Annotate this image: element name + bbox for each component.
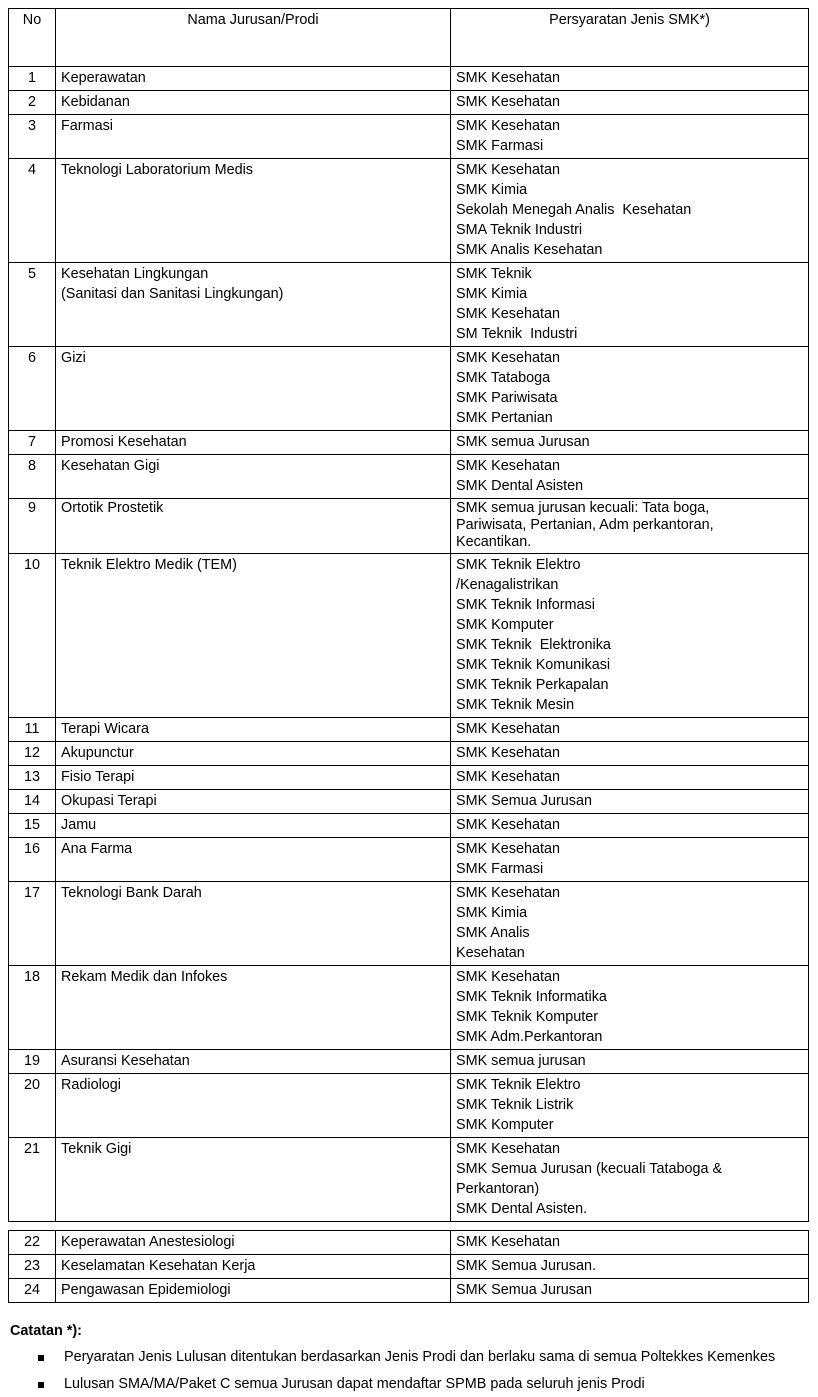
cell-line: Ortotik Prostetik: [61, 500, 164, 516]
cell-line: Terapi Wicara: [61, 721, 149, 737]
cell-line: Akupunctur: [61, 745, 134, 761]
cell-nama-jurusan: [56, 91, 451, 115]
cell-persyaratan: [451, 91, 809, 115]
cell-line: Pengawasan Epidemiologi: [61, 1282, 231, 1298]
table-row: [9, 91, 809, 115]
cell-line: Keperawatan: [61, 70, 146, 86]
cell-persyaratan: [451, 1255, 809, 1279]
cell-line: Keperawatan Anestesiologi: [61, 1234, 235, 1250]
cell-nama-jurusan: [56, 790, 451, 814]
cell-no: 22: [9, 1231, 56, 1255]
cell-line: SMK Pariwisata: [456, 390, 558, 406]
prodi-requirements-table-continued: [8, 1230, 809, 1303]
cell-line: Kecantikan.: [456, 534, 532, 550]
cell-no: 5: [9, 263, 56, 347]
cell-persyaratan: [451, 766, 809, 790]
cell-line: Asuransi Kesehatan: [61, 1053, 190, 1069]
table-row: [9, 499, 809, 554]
table-section-gap: [8, 1222, 808, 1230]
cell-line: Pariwisata, Pertanian, Adm perkantoran,: [456, 517, 714, 533]
cell-persyaratan: [451, 455, 809, 499]
cell-line: SMK Kesehatan: [456, 94, 560, 110]
cell-line: Rekam Medik dan Infokes: [61, 969, 228, 985]
table-row: [9, 882, 809, 966]
cell-no: 12: [9, 742, 56, 766]
table-row: [9, 790, 809, 814]
cell-line: SMK Kesehatan: [456, 721, 560, 737]
cell-line: SMK Dental Asisten.: [456, 1201, 588, 1217]
cell-nama-jurusan: [56, 115, 451, 159]
cell-persyaratan: [451, 159, 809, 263]
cell-line: Teknik Gigi: [61, 1141, 132, 1157]
cell-no: 6: [9, 347, 56, 431]
cell-line: Teknik Elektro Medik (TEM): [61, 557, 237, 573]
cell-line: SMK Kimia: [456, 905, 528, 921]
cell-nama-jurusan: [56, 966, 451, 1050]
cell-nama-jurusan: [56, 882, 451, 966]
cell-line: Jamu: [61, 817, 97, 833]
cell-persyaratan: [451, 1050, 809, 1074]
cell-line: SMA Teknik Industri: [456, 222, 583, 238]
cell-persyaratan: [451, 882, 809, 966]
cell-persyaratan: [451, 1074, 809, 1138]
cell-line: SMK Tataboga: [456, 370, 551, 386]
table-row: [9, 431, 809, 455]
note-item-text: Lulusan SMA/MA/Paket C semua Jurusan dapat mendaftar SPMB pada seluruh jenis Prodi: [64, 1376, 645, 1392]
cell-no: 19: [9, 1050, 56, 1074]
table-header-row: [9, 9, 809, 67]
note-item-text: Peryaratan Jenis Lulusan ditentukan berdasarkan Jenis Prodi dan berlaku sama di semua Poltekkes Kemenkes: [64, 1349, 776, 1365]
cell-line: SMK Farmasi: [456, 861, 544, 877]
cell-line: Perkantoran): [456, 1181, 540, 1197]
cell-nama-jurusan: [56, 263, 451, 347]
note-item: [38, 1345, 808, 1370]
cell-line: Fisio Terapi: [61, 769, 135, 785]
cell-line: SMK semua Jurusan: [456, 434, 590, 450]
cell-line: SMK Pertanian: [456, 410, 553, 426]
cell-nama-jurusan: [56, 814, 451, 838]
cell-line: Farmasi: [61, 118, 113, 134]
cell-nama-jurusan: [56, 554, 451, 718]
cell-persyaratan: [451, 838, 809, 882]
cell-no: 20: [9, 1074, 56, 1138]
table-row: [9, 67, 809, 91]
cell-persyaratan: [451, 115, 809, 159]
table-row: [9, 1138, 809, 1222]
cell-no: 17: [9, 882, 56, 966]
cell-line: SMK Semua Jurusan: [456, 1282, 592, 1298]
cell-line: Kesehatan Lingkungan: [61, 266, 209, 282]
cell-nama-jurusan: [56, 766, 451, 790]
cell-no: 2: [9, 91, 56, 115]
cell-persyaratan: [451, 67, 809, 91]
cell-no: 7: [9, 431, 56, 455]
cell-line: Promosi Kesehatan: [61, 434, 187, 450]
cell-persyaratan: [451, 1231, 809, 1255]
table-row: [9, 1231, 809, 1255]
table-row: [9, 263, 809, 347]
notes-title: Catatan *):: [10, 1323, 82, 1339]
cell-nama-jurusan: [56, 838, 451, 882]
cell-line: SMK Teknik Listrik: [456, 1097, 574, 1113]
cell-line: SMK Kesehatan: [456, 1141, 560, 1157]
table-row: [9, 718, 809, 742]
cell-line: SMK Kesehatan: [456, 745, 560, 761]
cell-line: SMK Teknik Komunikasi: [456, 657, 611, 673]
cell-line: SMK Kesehatan: [456, 458, 560, 474]
column-header-persyaratan: Persyaratan Jenis SMK*): [451, 9, 809, 67]
cell-line: Sekolah Menegah Analis Kesehatan: [456, 202, 692, 218]
cell-line: SMK Semua Jurusan (kecuali Tataboga &: [456, 1161, 723, 1177]
cell-no: 4: [9, 159, 56, 263]
cell-line: SMK Kesehatan: [456, 841, 560, 857]
cell-nama-jurusan: [56, 1231, 451, 1255]
cell-line: Teknologi Bank Darah: [61, 885, 202, 901]
cell-line: SMK Teknik Perkapalan: [456, 677, 609, 693]
table-row: [9, 115, 809, 159]
cell-line: /Kenagalistrikan: [456, 577, 559, 593]
notes-list: [10, 1345, 808, 1397]
table-row: [9, 742, 809, 766]
cell-line: SMK Teknik Elektro: [456, 557, 581, 573]
cell-line: SMK Kesehatan: [456, 817, 560, 833]
cell-nama-jurusan: [56, 1074, 451, 1138]
cell-persyaratan: [451, 347, 809, 431]
table-body-part1: [9, 67, 809, 1222]
cell-line: SMK Kesehatan: [456, 1234, 560, 1250]
cell-line: Kebidanan: [61, 94, 130, 110]
cell-persyaratan: [451, 718, 809, 742]
cell-nama-jurusan: [56, 742, 451, 766]
cell-nama-jurusan: [56, 431, 451, 455]
table-row: [9, 1255, 809, 1279]
cell-persyaratan: [451, 1138, 809, 1222]
cell-line: Teknologi Laboratorium Medis: [61, 162, 253, 178]
cell-line: Gizi: [61, 350, 86, 366]
cell-no: 14: [9, 790, 56, 814]
cell-no: 15: [9, 814, 56, 838]
table-row: [9, 766, 809, 790]
cell-persyaratan: [451, 263, 809, 347]
table-body-part2: [9, 1231, 809, 1303]
cell-persyaratan: [451, 814, 809, 838]
cell-nama-jurusan: [56, 1050, 451, 1074]
cell-line: Kesehatan: [456, 945, 525, 961]
cell-no: 13: [9, 766, 56, 790]
cell-no: 21: [9, 1138, 56, 1222]
cell-line: Ana Farma: [61, 841, 133, 857]
cell-no: 10: [9, 554, 56, 718]
note-item: [38, 1372, 808, 1397]
cell-line: SMK Analis: [456, 925, 530, 941]
table-row: [9, 159, 809, 263]
table-row: [9, 966, 809, 1050]
cell-no: 16: [9, 838, 56, 882]
cell-persyaratan: [451, 790, 809, 814]
cell-line: SMK Kimia: [456, 286, 528, 302]
table-row: [9, 814, 809, 838]
cell-line: SM Teknik Industri: [456, 326, 578, 342]
cell-persyaratan: [451, 554, 809, 718]
cell-nama-jurusan: [56, 1255, 451, 1279]
cell-line: SMK Kesehatan: [456, 306, 560, 322]
cell-line: SMK Komputer: [456, 1117, 554, 1133]
column-header-no: No: [9, 9, 56, 67]
cell-line: SMK Teknik Elektro: [456, 1077, 581, 1093]
column-header-nama-jurusan: Nama Jurusan/Prodi: [56, 9, 451, 67]
cell-line: SMK Kesehatan: [456, 118, 560, 134]
cell-line: SMK Teknik Mesin: [456, 697, 575, 713]
cell-nama-jurusan: [56, 499, 451, 554]
cell-line: SMK Teknik Informatika: [456, 989, 607, 1005]
cell-line: SMK Teknik Informasi: [456, 597, 595, 613]
cell-line: Radiologi: [61, 1077, 122, 1093]
cell-line: SMK Teknik Elektronika: [456, 637, 611, 653]
cell-nama-jurusan: [56, 347, 451, 431]
cell-persyaratan: [451, 431, 809, 455]
square-bullet-icon: [38, 1382, 44, 1388]
table-row: [9, 347, 809, 431]
cell-line: SMK Kimia: [456, 182, 528, 198]
table-row: [9, 554, 809, 718]
prodi-requirements-table: [8, 8, 809, 1222]
cell-persyaratan: [451, 742, 809, 766]
cell-persyaratan: [451, 499, 809, 554]
square-bullet-icon: [38, 1355, 44, 1361]
notes-section: [8, 1321, 808, 1397]
table-row: [9, 838, 809, 882]
cell-no: 8: [9, 455, 56, 499]
cell-line: SMK Adm.Perkantoran: [456, 1029, 603, 1045]
cell-nama-jurusan: [56, 159, 451, 263]
cell-no: 24: [9, 1279, 56, 1303]
table-row: [9, 1050, 809, 1074]
cell-line: SMK Kesehatan: [456, 350, 560, 366]
cell-line: SMK Kesehatan: [456, 969, 560, 985]
cell-line: SMK semua jurusan: [456, 1053, 586, 1069]
cell-line: SMK Analis Kesehatan: [456, 242, 603, 258]
cell-nama-jurusan: [56, 67, 451, 91]
cell-line: SMK Dental Asisten: [456, 478, 584, 494]
cell-line: SMK Kesehatan: [456, 70, 560, 86]
cell-nama-jurusan: [56, 718, 451, 742]
cell-line: SMK Komputer: [456, 617, 554, 633]
table-header: [9, 9, 809, 67]
cell-line: SMK Teknik: [456, 266, 532, 282]
cell-line: SMK Semua Jurusan: [456, 793, 592, 809]
cell-nama-jurusan: [56, 455, 451, 499]
cell-no: 9: [9, 499, 56, 554]
cell-line: Keselamatan Kesehatan Kerja: [61, 1258, 256, 1274]
cell-line: SMK semua jurusan kecuali: Tata boga,: [456, 500, 710, 516]
table-row: [9, 1074, 809, 1138]
cell-no: 18: [9, 966, 56, 1050]
cell-line: SMK Teknik Komputer: [456, 1009, 599, 1025]
cell-no: 23: [9, 1255, 56, 1279]
cell-line: (Sanitasi dan Sanitasi Lingkungan): [61, 286, 284, 302]
cell-line: SMK Kesehatan: [456, 162, 560, 178]
table-row: [9, 455, 809, 499]
cell-nama-jurusan: [56, 1138, 451, 1222]
cell-line: SMK Kesehatan: [456, 769, 560, 785]
cell-no: 3: [9, 115, 56, 159]
cell-line: Okupasi Terapi: [61, 793, 157, 809]
cell-no: 1: [9, 67, 56, 91]
cell-line: SMK Kesehatan: [456, 885, 560, 901]
cell-line: SMK Semua Jurusan.: [456, 1258, 596, 1274]
cell-line: Kesehatan Gigi: [61, 458, 160, 474]
cell-persyaratan: [451, 966, 809, 1050]
cell-line: SMK Farmasi: [456, 138, 544, 154]
cell-no: 11: [9, 718, 56, 742]
